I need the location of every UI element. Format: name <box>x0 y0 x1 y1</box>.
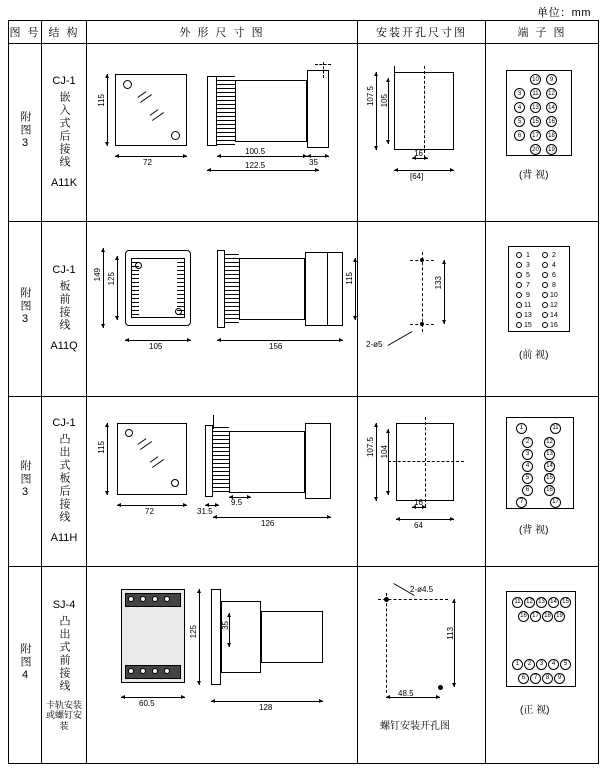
fig-no-cell-4 <box>9 566 42 763</box>
dim-1075-r3: 107.5 <box>366 436 375 457</box>
unit-note: 单位：mm <box>537 7 591 19</box>
table-row <box>9 44 599 222</box>
terminal-10: 10 <box>530 74 541 85</box>
structure-cell-4 <box>42 566 87 763</box>
terminal3-11: 11 <box>550 423 561 434</box>
structure-cell-3 <box>42 396 87 566</box>
terminal4-19: 19 <box>554 611 565 622</box>
terminal3-12: 12 <box>544 437 555 448</box>
structure-block-3 <box>42 412 86 550</box>
terminal-num-9: 9 <box>526 291 530 299</box>
outline-drawing-2 <box>87 222 357 396</box>
structure-model-4: SJ-4 <box>52 598 76 611</box>
dim-2xd45-r4: 2-ø4.5 <box>410 584 434 594</box>
terminal-16: 16 <box>546 116 557 127</box>
terminal-num-1: 1 <box>526 251 530 259</box>
dim-126-r3: 126 <box>261 518 275 528</box>
header-outline: 外 形 尺 寸 图 <box>87 21 358 44</box>
outline-drawing-3 <box>87 397 357 566</box>
dim-1005-r1: 100.5 <box>245 147 266 156</box>
mounting-drawing-2 <box>358 222 485 396</box>
dim-105-r2: 105 <box>149 341 163 351</box>
terminal4-18: 18 <box>542 611 553 622</box>
terminal-drawing-4 <box>486 567 598 763</box>
dim-72-r3: 72 <box>145 506 154 516</box>
terminal4-5: 5 <box>560 659 571 670</box>
dim-64-r3: 64 <box>414 520 423 530</box>
dim-156-r2: 156 <box>269 341 283 351</box>
structure-desc-3: 凸出式板后接线 <box>58 433 71 525</box>
terminal-num-10: 10 <box>550 291 558 299</box>
terminal-num-6: 6 <box>552 271 556 279</box>
dim-115-r3: 115 <box>97 440 106 454</box>
dim-115-r2: 115 <box>345 271 354 285</box>
structure-code-1: A11K <box>50 176 78 189</box>
mounting-cell-2 <box>358 221 486 396</box>
mounting-drawing-4 <box>358 567 485 763</box>
terminal-num-2: 2 <box>552 251 556 259</box>
terminal3-5: 5 <box>522 473 533 484</box>
outline-cell-2 <box>87 221 358 396</box>
outline-cell-4 <box>87 566 358 763</box>
dim-128-r4: 128 <box>259 702 273 712</box>
fig-no-label-3: 附图3 <box>19 459 32 500</box>
terminal-caption-4: (正 视) <box>520 704 550 716</box>
dimension-table <box>8 20 599 764</box>
dim-133-r2: 133 <box>434 275 443 290</box>
terminal4-11: 11 <box>512 597 523 608</box>
terminal4-17: 17 <box>530 611 541 622</box>
terminal4-6: 6 <box>518 673 529 684</box>
fig-no-label-1: 附图3 <box>19 110 32 151</box>
outline-drawing-4 <box>87 567 357 763</box>
terminal-num-5: 5 <box>526 271 530 279</box>
terminal4-12: 12 <box>524 597 535 608</box>
terminal-3: 3 <box>514 88 525 99</box>
terminal3-15: 15 <box>544 473 555 484</box>
terminal-num-16: 16 <box>550 321 558 329</box>
terminal3-3: 3 <box>522 449 533 460</box>
terminal4-15: 15 <box>560 597 571 608</box>
terminal-num-15: 15 <box>524 321 532 329</box>
fig-no-label-2: 附图3 <box>19 287 32 328</box>
dim-125-r4: 125 <box>189 624 198 639</box>
terminal-num-14: 14 <box>550 311 558 319</box>
terminal-caption-1: (背 视) <box>519 170 549 181</box>
fig-no-cell-2 <box>9 221 42 396</box>
outline-drawing-1 <box>87 44 357 221</box>
dim-35-r1: 35 <box>309 158 318 167</box>
structure-block-2 <box>42 259 86 358</box>
mounting-cell-1 <box>358 44 486 222</box>
terminal-17: 17 <box>530 130 541 141</box>
terminal-20: 20 <box>530 144 541 155</box>
dim-64-r1: [64] <box>410 172 424 181</box>
header-terminal: 端 子 图 <box>486 21 599 44</box>
structure-desc-4: 凸出式前接线 <box>58 614 71 693</box>
terminal-num-4: 4 <box>552 261 556 269</box>
dim-125-r2: 125 <box>107 271 116 286</box>
outline-cell-3 <box>87 396 358 566</box>
terminal4-16: 16 <box>518 611 529 622</box>
dim-16-r1: 16 <box>414 149 423 158</box>
terminal-13: 13 <box>530 102 541 113</box>
terminal-cell-2 <box>486 221 599 396</box>
terminal-4: 4 <box>514 102 525 113</box>
fig-no-label-4: 附图4 <box>19 643 32 684</box>
mounting-caption-4: 螺钉安装开孔图 <box>380 720 450 732</box>
mounting-drawing-1 <box>358 44 485 221</box>
terminal3-6: 6 <box>522 485 533 496</box>
terminal4-8: 8 <box>542 673 553 684</box>
terminal3-16: 16 <box>544 485 555 496</box>
terminal-num-3: 3 <box>526 261 530 269</box>
terminal-drawing-1 <box>486 44 598 221</box>
terminal-19: 19 <box>546 144 557 155</box>
terminal-num-13: 13 <box>524 311 532 319</box>
terminal-caption-2: (前 视) <box>519 349 549 361</box>
terminal-num-11: 11 <box>524 301 532 309</box>
structure-block-4 <box>42 594 86 736</box>
terminal3-13: 13 <box>544 449 555 460</box>
structure-desc-1: 嵌入式后接线 <box>58 91 71 169</box>
fig-no-cell-1 <box>9 44 42 222</box>
dim-115-r1: 115 <box>97 94 106 107</box>
structure-code-3: A11H <box>50 532 78 545</box>
dim-1075-r1: 107.5 <box>366 86 375 107</box>
dim-105-r1: 105 <box>380 94 389 108</box>
structure-desc-2: 板前接线 <box>58 280 71 333</box>
dim-72-r1: 72 <box>143 158 152 167</box>
terminal-5: 5 <box>514 116 525 127</box>
dim-104-r3: 104 <box>380 444 389 458</box>
terminal4-1: 1 <box>512 659 523 670</box>
terminal3-14: 14 <box>544 461 555 472</box>
terminal-9: 9 <box>546 74 557 85</box>
terminal-12: 12 <box>546 88 557 99</box>
dim-35-r4: 35 <box>221 620 230 630</box>
terminal-num-12: 12 <box>550 301 558 309</box>
mounting-cell-4 <box>358 566 486 763</box>
structure-cell-1 <box>42 44 87 222</box>
terminal-6: 6 <box>514 130 525 141</box>
terminal4-2: 2 <box>524 659 535 670</box>
terminal-num-7: 7 <box>526 281 530 289</box>
fig-no-cell-3 <box>9 396 42 566</box>
terminal-11: 11 <box>530 88 541 99</box>
structure-model-1: CJ-1 <box>52 75 76 88</box>
terminal-14: 14 <box>546 102 557 113</box>
terminal-drawing-3 <box>486 397 598 566</box>
structure-code-4: 卡轨安装或螺钉安装 <box>45 699 82 732</box>
table-row <box>9 396 599 566</box>
terminal3-4: 4 <box>522 461 533 472</box>
table-row <box>9 221 599 396</box>
terminal3-1: 1 <box>516 423 527 434</box>
table-header-row <box>9 21 599 44</box>
terminal3-7: 7 <box>516 497 527 508</box>
terminal4-9: 9 <box>554 673 565 684</box>
dim-2xd5-r2: 2-ø5 <box>366 339 383 349</box>
terminal-caption-3: (背 视) <box>519 524 549 536</box>
terminal-cell-3 <box>486 396 599 566</box>
terminal4-4: 4 <box>548 659 559 670</box>
structure-block-1 <box>42 70 86 195</box>
dim-16-r3: 16 <box>414 497 423 507</box>
dim-95-r3: 9.5 <box>231 497 243 507</box>
table-row <box>9 566 599 763</box>
outline-cell-1 <box>87 44 358 222</box>
structure-model-3: CJ-1 <box>52 417 76 430</box>
terminal-drawing-2 <box>486 222 598 396</box>
header-fig-no: 图 号 <box>9 21 42 44</box>
terminal-18: 18 <box>546 130 557 141</box>
terminal-cell-1 <box>486 44 599 222</box>
dim-315-r3: 31.5 <box>197 506 213 516</box>
mounting-drawing-3 <box>358 397 485 566</box>
terminal-15: 15 <box>530 116 541 127</box>
header-structure: 结 构 <box>42 21 87 44</box>
dim-149-r2: 149 <box>93 267 102 282</box>
terminal3-2: 2 <box>522 437 533 448</box>
terminal-cell-4 <box>486 566 599 763</box>
header-mounting: 安装开孔尺寸图 <box>358 21 486 44</box>
structure-code-2: A11Q <box>50 340 78 353</box>
terminal4-3: 3 <box>536 659 547 670</box>
structure-model-2: CJ-1 <box>52 264 76 277</box>
mounting-cell-3 <box>358 396 486 566</box>
terminal4-14: 14 <box>548 597 559 608</box>
terminal3-17: 17 <box>550 497 561 508</box>
terminal-num-8: 8 <box>552 281 556 289</box>
dim-113-r4: 113 <box>446 626 455 640</box>
terminal4-13: 13 <box>536 597 547 608</box>
dim-605-r4: 60.5 <box>139 698 155 708</box>
structure-cell-2 <box>42 221 87 396</box>
dim-1225-r1: 122.5 <box>245 161 266 170</box>
dim-485-r4: 48.5 <box>398 688 414 698</box>
terminal4-7: 7 <box>530 673 541 684</box>
